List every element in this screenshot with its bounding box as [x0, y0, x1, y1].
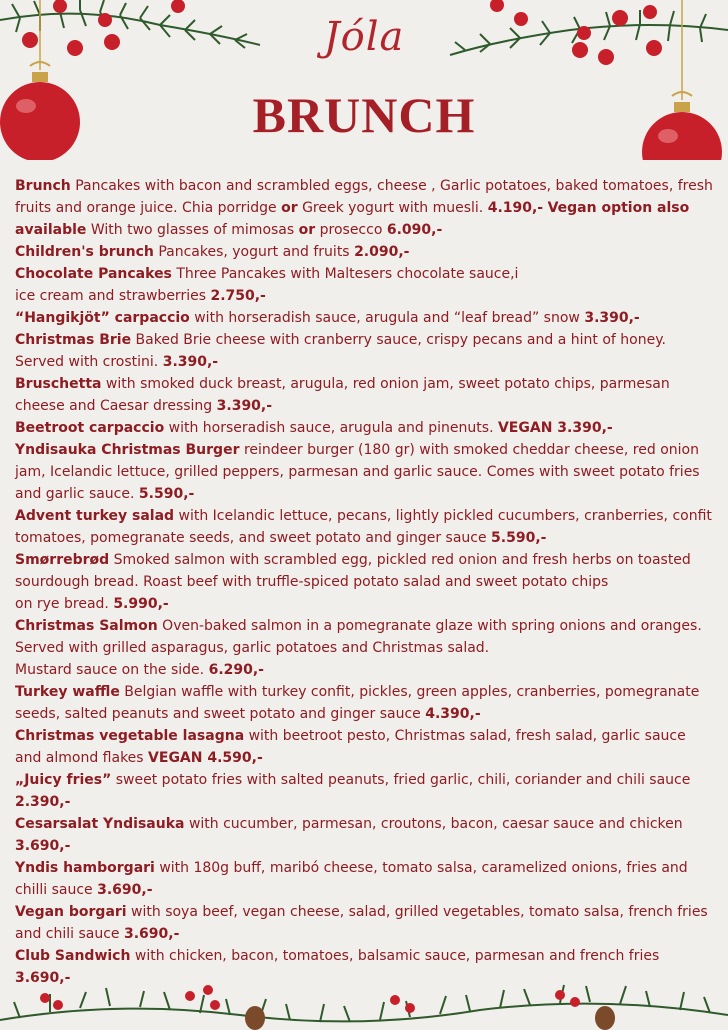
menu-item-description: ice cream and strawberries	[15, 288, 206, 304]
menu-item-advent-turkey-salad	[15, 505, 715, 549]
menu-item-price: 3.390,-	[162, 354, 219, 370]
menu-item-price: VEGAN 3.390,-	[497, 420, 613, 436]
menu-item-or: or	[298, 222, 316, 238]
menu-item-price: 4.190,-	[487, 200, 544, 216]
menu-item-description: with 180g buff, maribó cheese, tomato salsa, caramelized onions, fries and chilli sauce	[15, 860, 688, 898]
menu-item-price: 5.990,-	[113, 596, 169, 612]
menu-item-juicy-fries	[15, 769, 715, 813]
menu-item-name: Yndis hamborgari	[15, 860, 155, 876]
menu-item-description: Pancakes, yogurt and fruits	[158, 244, 350, 260]
menu-item-name: „Juicy fries”	[15, 772, 112, 788]
footer-decoration	[0, 960, 728, 1030]
menu-item-description: with horseradish sauce, arugula and “leaf bread” snow	[194, 310, 580, 326]
menu-item-description: Pancakes with bacon and scrambled eggs, cheese , Garlic potatoes, baked tomatoes, fresh fruits and orange juice. Chia porridge	[15, 178, 713, 216]
menu-item-brunch	[15, 175, 715, 241]
menu-item-description: Belgian waffle with turkey confit, pickles, green apples, cranberries, pomegranate seeds, salted peanuts and sweet potato and ginger sauce	[15, 684, 700, 722]
menu-item-christmas-salmon	[15, 615, 715, 681]
menu-item-price: 4.390,-	[425, 706, 481, 722]
menu-item-yndis-hamborgari	[15, 857, 715, 901]
menu-item-name: Chocolate Pancakes	[15, 266, 172, 282]
menu-item-description: with soya beef, vegan cheese, salad, grilled vegetables, tomato salsa, french fries and chili sauce	[15, 904, 708, 942]
menu-item-description: prosecco	[319, 222, 383, 238]
menu-item-christmas-burger	[15, 439, 715, 505]
page-title: BRUNCH	[252, 87, 476, 143]
menu-item-description: with chicken, bacon, tomatoes, balsamic sauce, parmesan and french fries	[134, 948, 660, 964]
menu-item-description: Greek yogurt with muesli.	[302, 200, 484, 216]
menu-item-description: Oven-baked salmon in a pomegranate glaze with spring onions and oranges. Served with grilled asparagus, garlic potatoes and Christmas salad.	[15, 618, 702, 656]
menu-item-price: 5.590,-	[138, 486, 195, 502]
menu-item-chocolate-pancakes	[15, 263, 715, 307]
menu-item-name: Yndisauka Christmas Burger	[15, 442, 240, 458]
menu-item-name: “Hangikjöt” carpaccio	[15, 310, 190, 326]
menu-item-bruschetta	[15, 373, 715, 417]
menu-item-name: Brunch	[15, 178, 71, 194]
menu-item-price: 2.090,-	[354, 244, 410, 260]
menu-item-name: Christmas vegetable lasagna	[15, 728, 245, 744]
menu-item-price: 3.690,-	[124, 926, 180, 942]
menu-list	[15, 175, 715, 989]
menu-item-description: Smoked salmon with scrambled egg, pickled red onion and fresh herbs on toasted sourdough bread. Roast beef with truffle-spiced potato salad and sweet potato chips	[15, 552, 691, 590]
menu-item-smorrebrod	[15, 549, 715, 615]
menu-item-price: 3.690,-	[15, 970, 71, 986]
menu-item-name: Cesarsalat Yndisauka	[15, 816, 185, 832]
pine-garland-icon	[0, 985, 728, 1022]
menu-item-christmas-brie	[15, 329, 715, 373]
menu-item-name: Children's brunch	[15, 244, 154, 260]
menu-item-price: 5.590,-	[491, 530, 547, 546]
menu-item-cesarsalat	[15, 813, 715, 857]
menu-item-name: Bruschetta	[15, 376, 102, 392]
menu-item-description: with Icelandic lettuce, pecans, lightly pickled cucumbers, cranberries, confit tomatoes, pomegranate seeds, and sweet potato and ginger sauce	[15, 508, 712, 546]
menu-item-name: Turkey waffle	[15, 684, 120, 700]
menu-item-description: with cucumber, parmesan, croutons, bacon, caesar sauce and chicken	[188, 816, 683, 832]
menu-item-name: Beetroot carpaccio	[15, 420, 165, 436]
menu-item-description: Mustard sauce on the side.	[15, 662, 205, 678]
menu-item-price: 3.690,-	[97, 882, 153, 898]
menu-item-description: Three Pancakes with Maltesers chocolate sauce,i	[176, 266, 519, 282]
menu-item-description: With two glasses of mimosas	[90, 222, 295, 238]
menu-item-price: 3.690,-	[15, 838, 71, 854]
menu-item-description: with beetroot pesto, Christmas salad, fresh salad, garlic sauce and almond flakes	[15, 728, 686, 766]
pinecone-icon	[245, 1006, 615, 1030]
menu-item-price: 6.290,-	[208, 662, 264, 678]
menu-item-name: Christmas Salmon	[15, 618, 158, 634]
menu-item-description: Baked Brie cheese with cranberry sauce, crispy pecans and a hint of honey. Served with crostini.	[15, 332, 666, 370]
menu-item-vegan-note: Vegan option also available	[15, 200, 690, 238]
menu-item-vegetable-lasagna	[15, 725, 715, 769]
menu-item-description: on rye bread.	[15, 596, 109, 612]
script-title: Jóla	[323, 14, 405, 60]
menu-item-turkey-waffle	[15, 681, 715, 725]
menu-item-beetroot-carpaccio	[15, 417, 715, 439]
menu-item-price: 2.750,-	[210, 288, 266, 304]
menu-item-description: with smoked duck breast, arugula, red onion jam, sweet potato chips, parmesan cheese and Caesar dressing	[15, 376, 670, 414]
menu-item-description: with horseradish sauce, arugula and pinenuts.	[168, 420, 494, 436]
menu-item-name: Vegan borgari	[15, 904, 127, 920]
menu-item-price: 6.090,-	[386, 222, 443, 238]
menu-item-name: Advent turkey salad	[15, 508, 175, 524]
menu-item-vegan-borgari	[15, 901, 715, 945]
menu-item-description: sweet potato fries with salted peanuts, fried garlic, chili, coriander and chili sauce	[115, 772, 691, 788]
menu-item-price: 3.390,-	[584, 310, 640, 326]
menu-item-or: or	[281, 200, 298, 216]
menu-item-hangikjot-carpaccio	[15, 307, 715, 329]
menu-item-price: 2.390,-	[15, 794, 71, 810]
menu-item-name: Club Sandwich	[15, 948, 131, 964]
menu-item-childrens-brunch	[15, 241, 715, 263]
menu-item-name: Smørrebrød	[15, 552, 110, 568]
menu-item-name: Christmas Brie	[15, 332, 132, 348]
menu-item-price: VEGAN 4.590,-	[148, 750, 263, 766]
menu-item-description: reindeer burger (180 gr) with smoked cheddar cheese, red onion jam, Icelandic lettuce, grilled peppers, parmesan and garlic sauce. Comes with sweet potato fries and garlic sauce.	[15, 442, 700, 502]
menu-item-price: 3.390,-	[216, 398, 273, 414]
